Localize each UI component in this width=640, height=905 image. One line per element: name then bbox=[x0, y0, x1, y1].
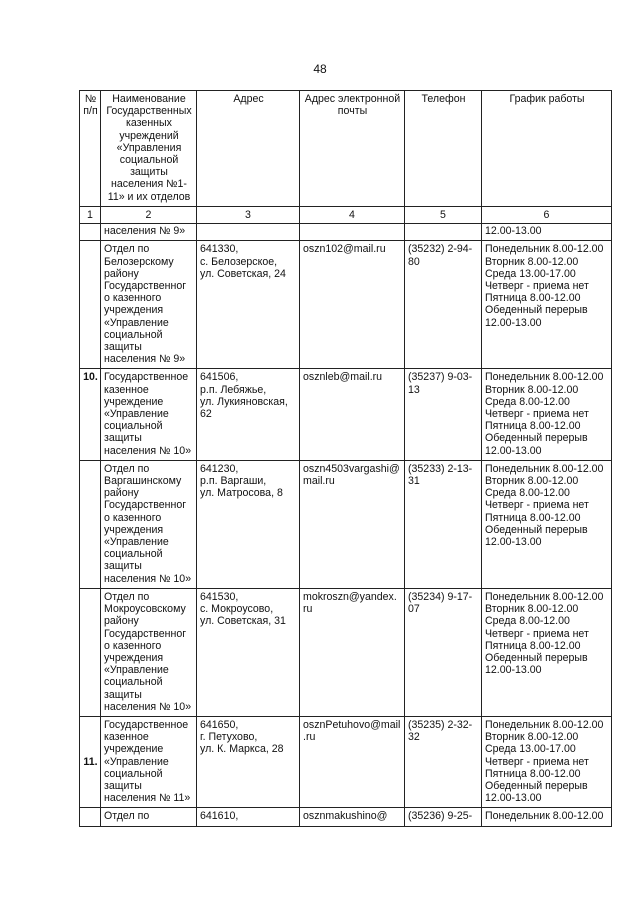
email-cell bbox=[300, 224, 405, 241]
row-number bbox=[80, 588, 101, 716]
email-cell: mokroszn@yandex. ru bbox=[300, 588, 405, 716]
table-row bbox=[80, 460, 612, 588]
institution-name: Государственное казенное учреждение «Управление социальной защиты населения № 11» bbox=[101, 716, 197, 807]
table-row bbox=[80, 241, 612, 369]
column-number: 2 bbox=[101, 207, 197, 224]
institution-name: Государственное казенное учреждение «Управление социальной защиты населения № 10» bbox=[101, 369, 197, 460]
email-cell: osznmakushino@ bbox=[300, 808, 405, 826]
row-number bbox=[80, 241, 101, 369]
table-row bbox=[80, 808, 612, 826]
phone-cell: (35237) 9-03- 13 bbox=[405, 369, 482, 460]
institution-name: Отдел по bbox=[101, 808, 197, 826]
address-cell: 641506, р.п. Лебяжье, ул. Лукияновская, 62 bbox=[197, 369, 300, 460]
column-number: 3 bbox=[197, 207, 300, 224]
header-number: № п/п bbox=[80, 91, 101, 207]
phone-cell: (35236) 9-25- bbox=[405, 808, 482, 826]
page-number: 48 bbox=[313, 62, 327, 76]
table-row bbox=[80, 369, 612, 460]
header-row bbox=[80, 91, 612, 207]
row-number: 10. bbox=[80, 369, 101, 460]
phone-cell: (35233) 2-13- 31 bbox=[405, 460, 482, 588]
column-number: 5 bbox=[405, 207, 482, 224]
row-number bbox=[80, 460, 101, 588]
social-protection-table bbox=[79, 90, 612, 827]
phone-cell: (35234) 9-17- 07 bbox=[405, 588, 482, 716]
row-number: 11. bbox=[80, 716, 101, 807]
schedule-cell: Понедельник 8.00-12.00 Вторник 8.00-12.00 Среда 13.00-17.00 Четверг - приема нет Пятница 8.00-12.00 Обеденный перерыв 12.00-13.00 bbox=[482, 241, 612, 369]
table-row bbox=[80, 716, 612, 807]
header-email: Адрес электронной почты bbox=[300, 91, 405, 207]
row-number bbox=[80, 808, 101, 826]
institution-name: населения № 9» bbox=[101, 224, 197, 241]
schedule-cell: Понедельник 8.00-12.00 Вторник 8.00-12.00 Среда 8.00-12.00 Четверг - приема нет Пятница 8.00-12.00 Обеденный перерыв 12.00-13.00 bbox=[482, 369, 612, 460]
address-cell: 641610, bbox=[197, 808, 300, 826]
institution-name: Отдел по Варгашинскому району Государственног о казенного учреждения «Управление социальной защиты населения № 10» bbox=[101, 460, 197, 588]
email-cell: osznPetuhovo@mail .ru bbox=[300, 716, 405, 807]
phone-cell: (35232) 2-94- 80 bbox=[405, 241, 482, 369]
institution-name: Отдел по Белозерскому району Государственног о казенного учреждения «Управление социальной защиты населения № 9» bbox=[101, 241, 197, 369]
row-number bbox=[80, 224, 101, 241]
header-name: Наименование Государственных казенных учреждений «Управления социальной защиты населения №1- 11» и их отделов bbox=[101, 91, 197, 207]
phone-cell bbox=[405, 224, 482, 241]
table-row bbox=[80, 224, 612, 241]
address-cell: 641330, с. Белозерское, ул. Советская, 24 bbox=[197, 241, 300, 369]
address-cell: 641530, с. Мокроусово, ул. Советская, 31 bbox=[197, 588, 300, 716]
header-phone: Телефон bbox=[405, 91, 482, 207]
schedule-cell: Понедельник 8.00-12.00 Вторник 8.00-12.00 Среда 13.00-17.00 Четверг - приема нет Пятница 8.00-12.00 Обеденный перерыв 12.00-13.00 bbox=[482, 716, 612, 807]
schedule-cell: 12.00-13.00 bbox=[482, 224, 612, 241]
column-number: 6 bbox=[482, 207, 612, 224]
schedule-cell: Понедельник 8.00-12.00 Вторник 8.00-12.00 Среда 8.00-12.00 Четверг - приема нет Пятница 8.00-12.00 Обеденный перерыв 12.00-13.00 bbox=[482, 588, 612, 716]
table-row bbox=[80, 588, 612, 716]
institution-name: Отдел по Мокроусовскому району Государственног о казенного учреждения «Управление социальной защиты населения № 10» bbox=[101, 588, 197, 716]
header-address: Адрес bbox=[197, 91, 300, 207]
email-cell: oszn4503vargashi@ mail.ru bbox=[300, 460, 405, 588]
schedule-cell: Понедельник 8.00-12.00 bbox=[482, 808, 612, 826]
address-cell bbox=[197, 224, 300, 241]
header-schedule: График работы bbox=[482, 91, 612, 207]
address-cell: 641650, г. Петухово, ул. К. Маркса, 28 bbox=[197, 716, 300, 807]
phone-cell: (35235) 2-32- 32 bbox=[405, 716, 482, 807]
address-cell: 641230, р.п. Варгаши, ул. Матросова, 8 bbox=[197, 460, 300, 588]
column-number-row bbox=[80, 207, 612, 224]
column-number: 1 bbox=[80, 207, 101, 224]
column-number: 4 bbox=[300, 207, 405, 224]
schedule-cell: Понедельник 8.00-12.00 Вторник 8.00-12.00 Среда 8.00-12.00 Четверг - приема нет Пятница 8.00-12.00 Обеденный перерыв 12.00-13.00 bbox=[482, 460, 612, 588]
email-cell: osznleb@mail.ru bbox=[300, 369, 405, 460]
email-cell: oszn102@mail.ru bbox=[300, 241, 405, 369]
